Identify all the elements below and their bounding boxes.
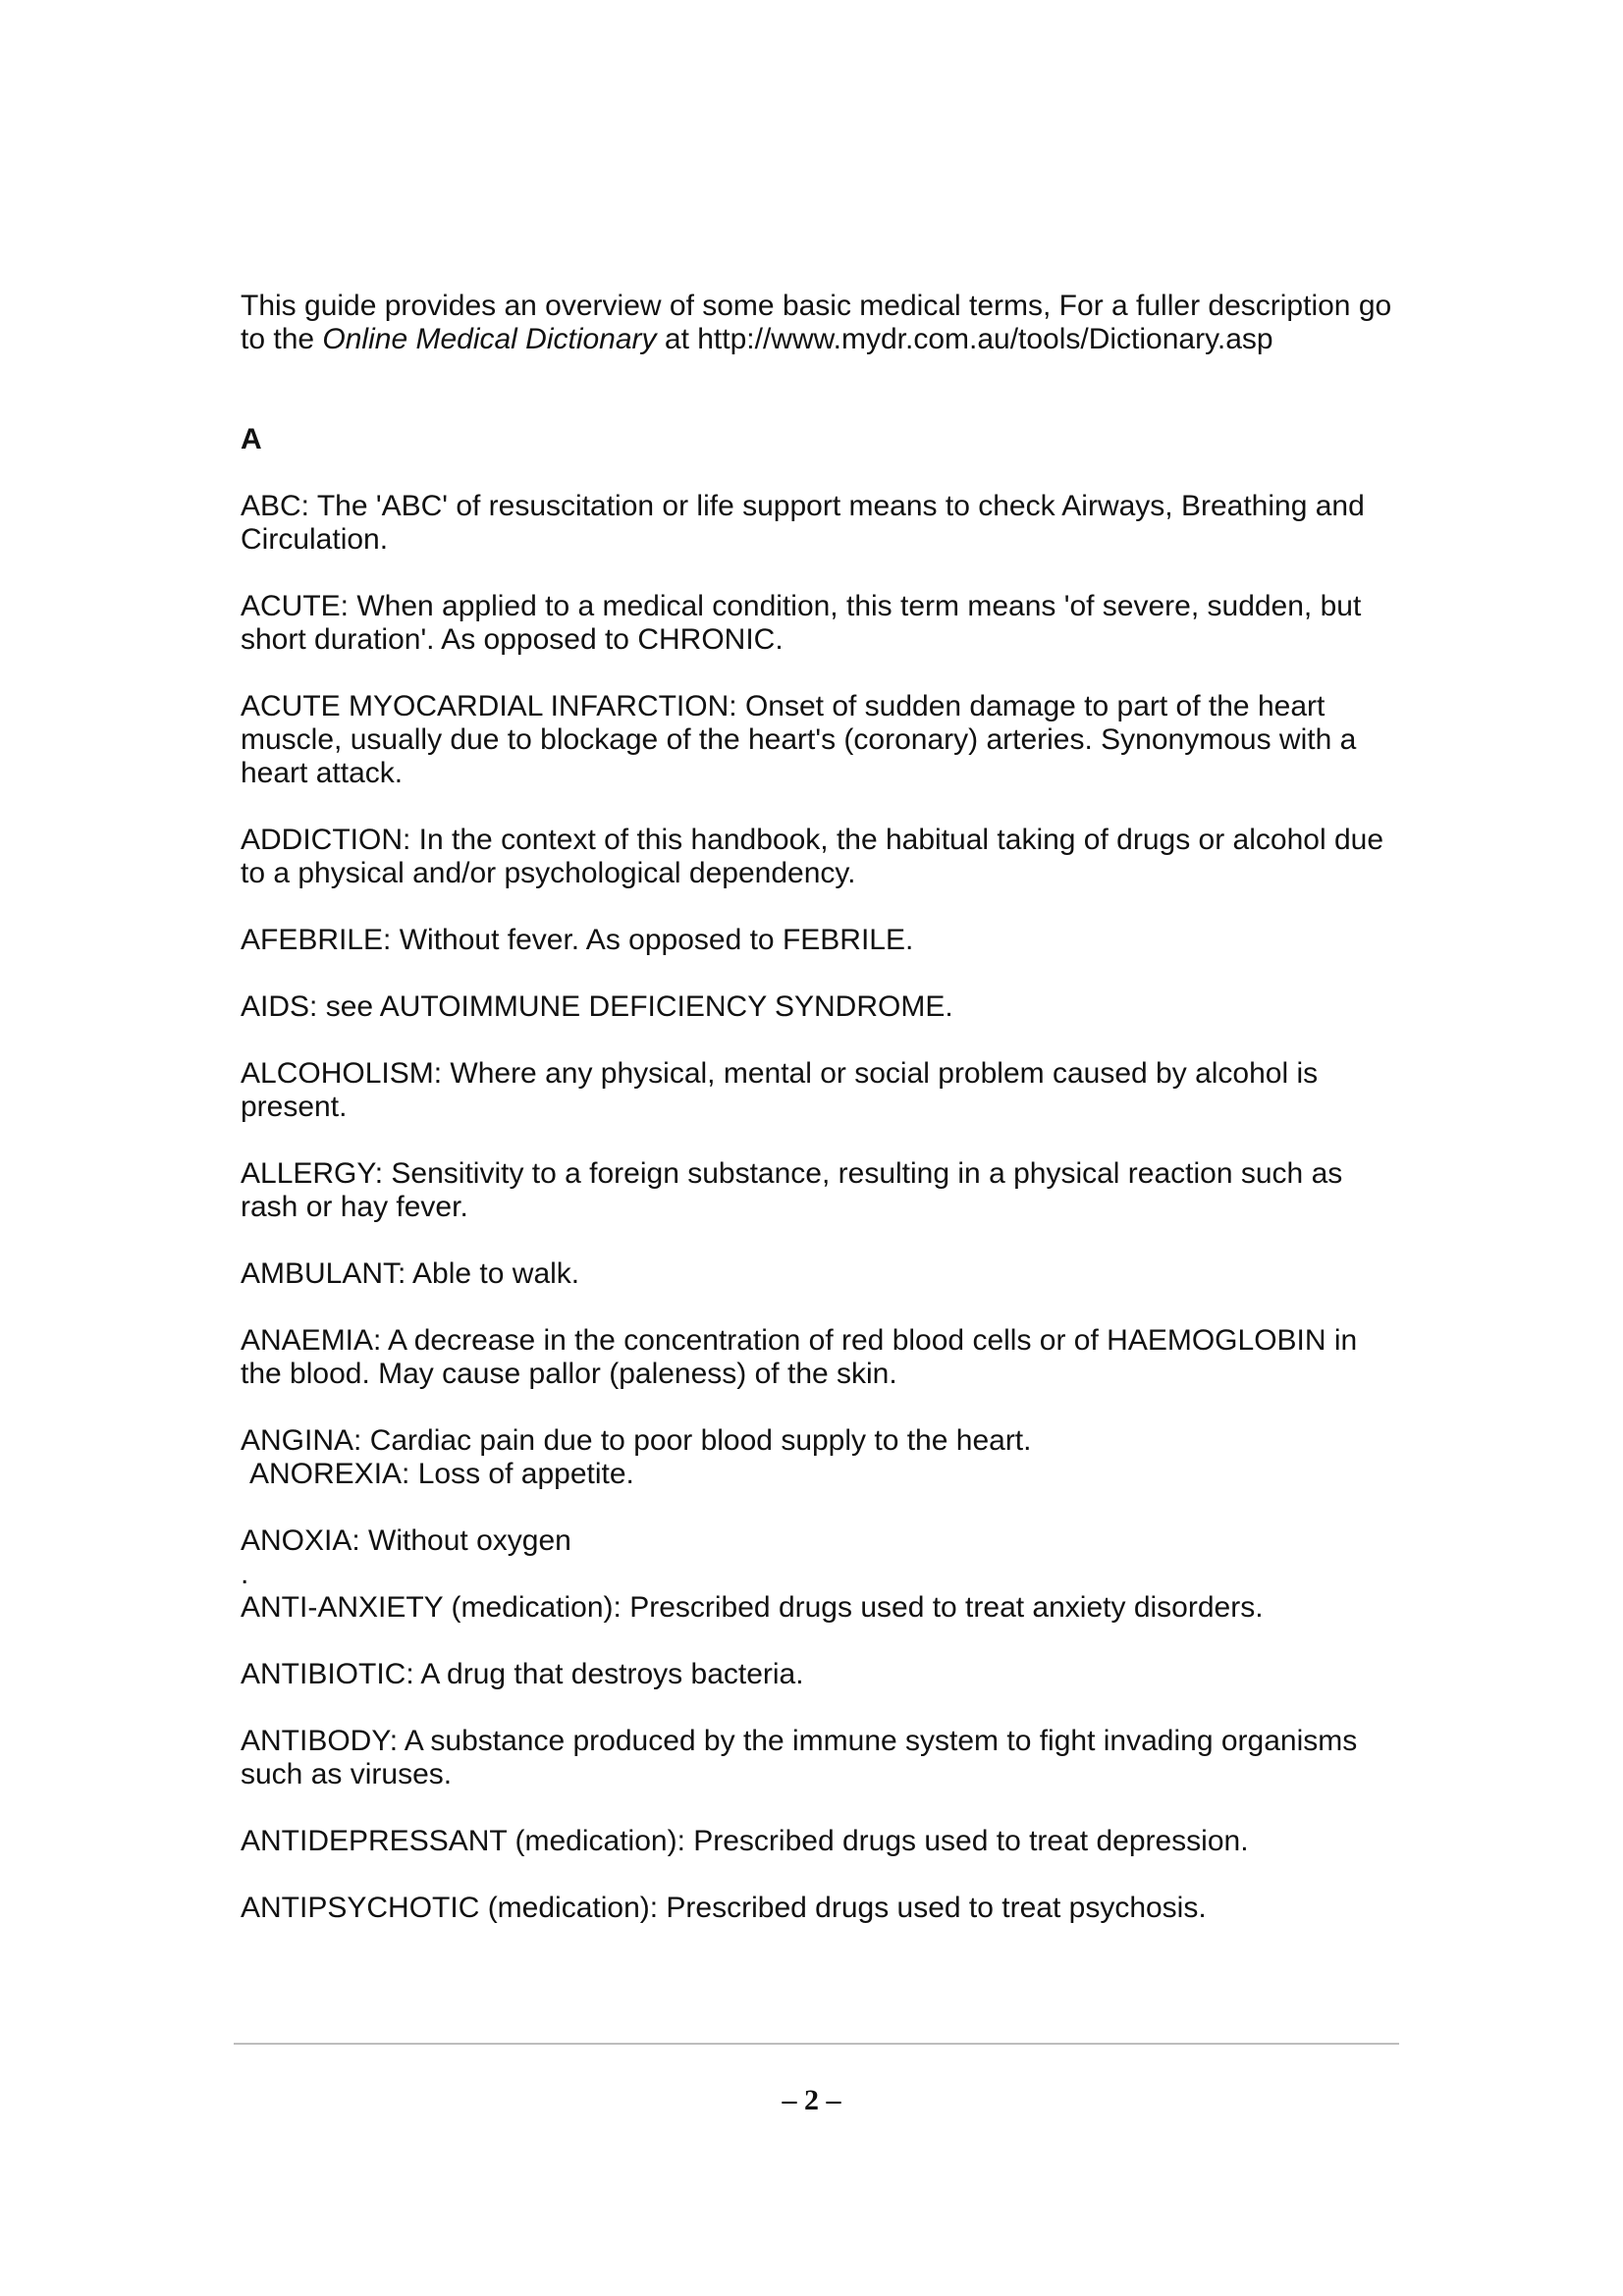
dictionary-url: http://www.mydr.com.au/tools/Dictionary.asp xyxy=(697,323,1273,355)
intro-paragraph xyxy=(241,290,1399,356)
glossary-entry-antidepressant: ANTIDEPRESSANT (medication): Prescribed drugs used to treat depression. xyxy=(241,1825,1249,1857)
glossary-entry-allergy: ALLERGY: Sensitivity to a foreign substance, resulting in a physical reaction such as rash or hay fever. xyxy=(241,1157,1343,1223)
glossary-entry-alcoholism: ALCOHOLISM: Where any physical, mental or social problem caused by alcohol is present. xyxy=(241,1057,1319,1123)
anorexia-text: ANOREXIA: Loss of appetite. xyxy=(249,1458,634,1490)
glossary-entry-afebrile: AFEBRILE: Without fever. As opposed to FEBRILE. xyxy=(241,924,914,956)
glossary-entry-anorexia xyxy=(241,1458,1399,1491)
page-content xyxy=(241,290,1399,1958)
glossary-entry-addiction: ADDICTION: In the context of this handbook, the habitual taking of drugs or alcohol due to a physical and/or psychological dependency. xyxy=(241,824,1384,889)
section-heading-a: A xyxy=(241,423,262,455)
glossary-entry-acute: ACUTE: When applied to a medical condition, this term means 'of severe, sudden, but short duration'. As opposed to CHRONIC. xyxy=(241,590,1362,656)
glossary-entry-angina: ANGINA: Cardiac pain due to poor blood supply to the heart. xyxy=(241,1424,1032,1457)
dictionary-title: Online Medical Dictionary xyxy=(322,323,657,355)
glossary-entry-abc: ABC: The 'ABC' of resuscitation or life support means to check Airways, Breathing and Circulation. xyxy=(241,490,1365,556)
intro-text: This guide provides an overview of some basic medical terms, For a fuller description go to the xyxy=(241,290,1392,355)
glossary-entry-anti-anxiety: ANTI-ANXIETY (medication): Prescribed drugs used to treat anxiety disorders. xyxy=(241,1591,1264,1624)
glossary-entry-antibiotic: ANTIBIOTIC: A drug that destroys bacteria. xyxy=(241,1658,804,1690)
glossary-entry-antipsychotic: ANTIPSYCHOTIC (medication): Prescribed drugs used to treat psychosis. xyxy=(241,1892,1207,1924)
intro-connector: at xyxy=(656,323,698,355)
glossary-entry-anaemia: ANAEMIA: A decrease in the concentration of red blood cells or of HAEMOGLOBIN in the blood. May cause pallor (paleness) of the skin. xyxy=(241,1324,1358,1390)
page-number: – 2 – xyxy=(782,2084,841,2116)
glossary-entry-acute-myocardial-infarction: ACUTE MYOCARDIAL INFARCTION: Onset of sudden damage to part of the heart muscle, usually due to blockage of the heart's (coronary) arteries. Synonymous with a heart attack. xyxy=(241,690,1357,789)
glossary-entry-antibody: ANTIBODY: A substance produced by the immune system to fight invading organisms such as viruses. xyxy=(241,1725,1358,1790)
stray-period: . xyxy=(241,1558,249,1590)
footer-divider xyxy=(234,2043,1399,2045)
glossary-entry-aids: AIDS: see AUTOIMMUNE DEFICIENCY SYNDROME. xyxy=(241,990,953,1023)
glossary-entry-ambulant: AMBULANT: Able to walk. xyxy=(241,1257,580,1290)
glossary-entry-anoxia: ANOXIA: Without oxygen xyxy=(241,1524,571,1557)
